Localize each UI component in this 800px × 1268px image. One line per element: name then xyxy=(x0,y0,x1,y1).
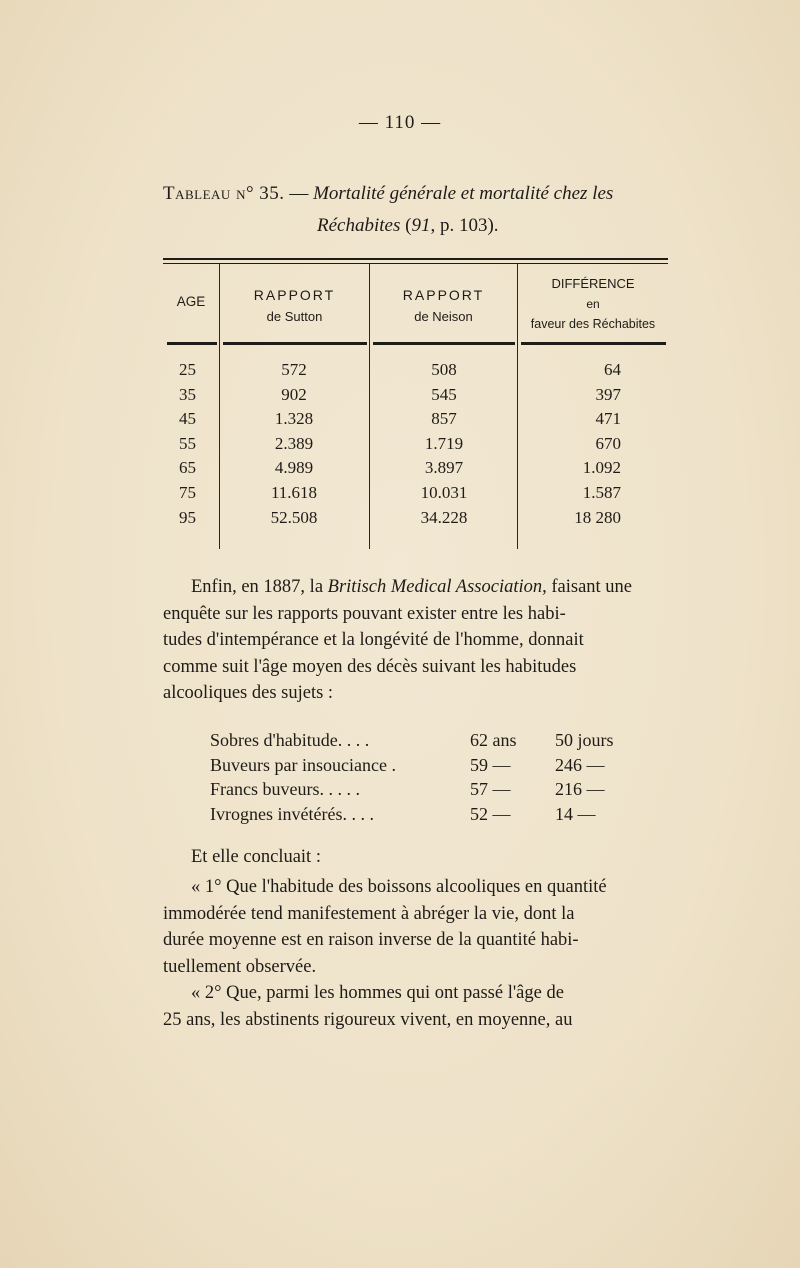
cell-neison: 34.228 xyxy=(420,507,468,527)
page-number: — 110 — xyxy=(358,112,442,133)
table-row xyxy=(163,360,668,385)
header-difference: DIFFÉRENCE en faveur des Réchabites xyxy=(530,276,656,331)
cell-age: 25 xyxy=(179,360,196,379)
table-row xyxy=(163,458,668,483)
p3-line: « 1° Que l'habitude des boissons alcooliques en quantité xyxy=(191,877,607,897)
p1-line: alcooliques des sujets : xyxy=(163,683,334,703)
table-caption xyxy=(163,178,683,242)
header-age: AGE xyxy=(176,294,206,309)
header-rule xyxy=(223,342,367,345)
habit-row xyxy=(210,802,650,827)
habit-label: Ivrognes invétérés. . . . xyxy=(210,803,374,824)
p3-line: tuellement observée. xyxy=(163,956,317,977)
caption-dash: — xyxy=(284,183,314,204)
header-rule xyxy=(521,342,666,345)
cell-neison: 1.719 xyxy=(424,433,464,453)
header-rule xyxy=(373,342,515,345)
caption-label: Tableau n° 35. xyxy=(163,183,285,204)
cell-age: 55 xyxy=(179,433,196,453)
table-row xyxy=(163,483,668,508)
caption-title-1: Mortalité générale et mortalité chez les xyxy=(313,183,614,204)
cell-sutton: 902 xyxy=(281,384,307,404)
cell-age: 35 xyxy=(179,384,196,404)
cell-sutton: 2.389 xyxy=(274,433,314,453)
cell-age: 75 xyxy=(179,482,196,502)
p3-line: durée moyenne est en raison inverse de la quantité habi- xyxy=(163,930,579,950)
habit-label: Francs buveurs. . . . . xyxy=(210,779,360,799)
habit-row xyxy=(210,753,650,778)
cell-age: 95 xyxy=(179,507,196,527)
habit-years: 57 — xyxy=(470,779,511,799)
table-top-rule xyxy=(163,258,668,260)
p1-text-a: Enfin, en 1887, la xyxy=(191,577,328,597)
caption-title-2: Réchabites xyxy=(317,215,401,236)
cell-difference: 18 280 xyxy=(574,507,621,527)
cell-neison: 3.897 xyxy=(424,458,464,478)
cell-age: 45 xyxy=(179,409,196,429)
header-neison: RAPPORT de Neison xyxy=(402,287,485,324)
cell-difference: 64 xyxy=(604,360,621,379)
table-row xyxy=(163,508,668,533)
habit-years: 52 — xyxy=(470,803,511,824)
table-row xyxy=(163,409,668,434)
habit-days: 246 — xyxy=(555,754,605,775)
habits-list xyxy=(210,728,650,826)
cell-neison: 508 xyxy=(431,360,457,379)
paragraph-conclusion-2 xyxy=(163,980,683,1033)
cell-neison: 10.031 xyxy=(420,482,468,502)
caption-ref-1: ( xyxy=(400,215,412,236)
cell-difference: 397 xyxy=(595,384,621,404)
cell-sutton: 1.328 xyxy=(274,409,314,429)
table-body xyxy=(163,360,668,532)
habit-days: 14 — xyxy=(555,803,596,824)
table-row xyxy=(163,434,668,459)
header-rule xyxy=(167,342,217,345)
header-sutton: RAPPORT de Sutton xyxy=(253,287,336,324)
cell-sutton: 11.618 xyxy=(270,482,318,502)
habit-label: Buveurs par insouciance . xyxy=(210,754,396,775)
cell-sutton: 52.508 xyxy=(270,507,318,527)
habit-row xyxy=(210,728,650,753)
cell-difference: 1.092 xyxy=(582,458,621,478)
cell-age: 65 xyxy=(179,458,196,478)
table-row xyxy=(163,385,668,410)
caption-ref-2: 91 xyxy=(411,215,431,236)
habit-row xyxy=(210,777,650,802)
p1-line: comme suit l'âge moyen des décès suivant les habitudes xyxy=(163,656,577,677)
cell-difference: 1.587 xyxy=(582,482,621,502)
habit-years: 62 ans xyxy=(470,730,517,750)
p4-line: 25 ans, les abstinents rigoureux vivent, en moyenne, au xyxy=(163,1009,573,1030)
p1-association-name: Britisch Medical Association xyxy=(327,577,543,597)
mortality-table xyxy=(163,258,668,550)
cell-neison: 545 xyxy=(431,384,457,404)
p1-line: enquête sur les rapports pouvant exister entre les habi- xyxy=(163,603,566,624)
p4-line: « 2° Que, parmi les hommes qui ont passé l'âge de xyxy=(191,983,564,1003)
p3-line: immodérée tend manifestement à abréger la vie, dont la xyxy=(163,903,575,924)
p1-line: tudes d'intempérance et la longévité de l'homme, donnait xyxy=(163,630,584,650)
habit-days: 216 — xyxy=(555,779,605,799)
habit-days: 50 jours xyxy=(555,730,614,750)
paragraph-enquete xyxy=(163,574,683,707)
cell-neison: 857 xyxy=(431,409,457,429)
paragraph-conclusion-1 xyxy=(163,874,683,980)
caption-ref-3: , p. 103). xyxy=(430,215,499,236)
p1-text-c: , faisant une xyxy=(542,577,633,597)
habit-years: 59 — xyxy=(470,754,511,775)
cell-difference: 471 xyxy=(595,409,621,429)
habit-label: Sobres d'habitude. . . . xyxy=(210,730,370,750)
cell-sutton: 572 xyxy=(281,360,307,379)
cell-sutton: 4.989 xyxy=(274,458,314,478)
cell-difference: 670 xyxy=(595,433,621,453)
paragraph-concluait: Et elle concluait : xyxy=(191,847,321,867)
